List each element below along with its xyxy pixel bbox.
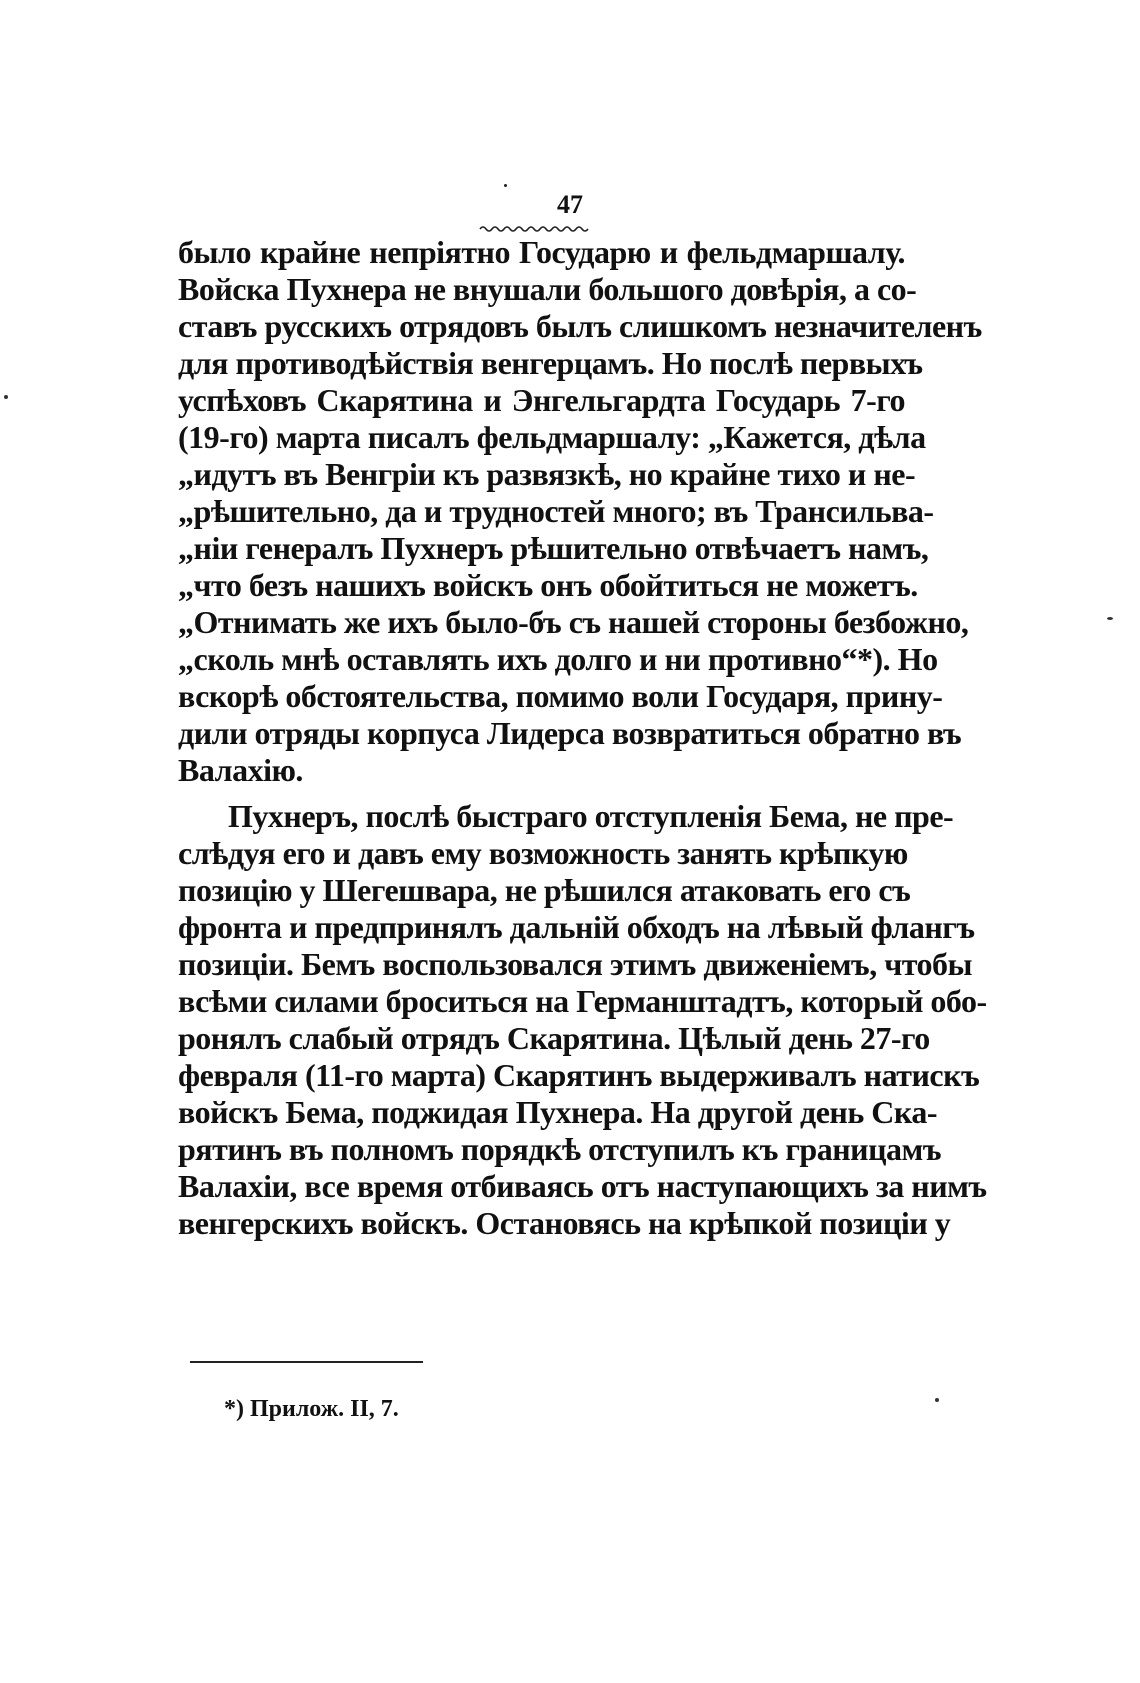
text-line: было крайне непріятно Государю и фельдмаршалу.	[178, 234, 905, 270]
text-line: позицію у Шегешвара, не рѣшился атаковать его съ	[178, 872, 911, 908]
ink-speck	[4, 395, 8, 399]
text-line: Валахію.	[178, 752, 303, 788]
text-line: для противодѣйствія венгерцамъ. Но послѣ первыхъ	[178, 345, 923, 381]
text-line: позиціи. Бемъ воспользовался этимъ движеніемъ, чтобы	[178, 946, 973, 982]
page-number: 47	[557, 190, 583, 219]
text-line: войскъ Бема, поджидая Пухнера. На другой день Ска-	[178, 1094, 937, 1130]
text-line: ставъ русскихъ отрядовъ былъ слишкомъ незначителенъ	[178, 308, 982, 344]
text-line: „рѣшительно, да и трудностей много; въ Трансильва-	[178, 493, 934, 529]
text-line: всѣми силами броситься на Германштадтъ, который обо-	[178, 983, 987, 1019]
ink-speck	[1107, 617, 1113, 620]
text-line: успѣховъ Скарятина и Энгельгардта Государь 7-го	[178, 382, 905, 418]
text-line: дили отряды корпуса Лидерса возвратиться обратно въ	[178, 715, 962, 751]
text-line: ронялъ слабый отрядъ Скарятина. Цѣлый день 27-го	[178, 1020, 930, 1056]
text-line: „ніи генералъ Пухнеръ рѣшительно отвѣчаетъ намъ,	[178, 530, 929, 566]
text-line: фронта и предпринялъ дальній обходъ на лѣвый флангъ	[178, 909, 975, 945]
text-line: Войска Пухнера не внушали большого довѣрія, а со-	[178, 271, 917, 307]
ink-speck	[935, 1398, 939, 1402]
text-line: „идутъ въ Венгріи къ развязкѣ, но крайне тихо и не-	[178, 456, 916, 492]
text-line: вскорѣ обстоятельства, помимо воли Государя, прину-	[178, 678, 943, 714]
text-line: Валахіи, все время отбиваясь отъ наступающихъ за нимъ	[178, 1168, 987, 1204]
text-line: слѣдуя его и давъ ему возможность занять крѣпкую	[178, 835, 908, 871]
text-line: Пухнеръ, послѣ быстраго отступленія Бема, не пре-	[228, 798, 954, 834]
text-line: рятинъ въ полномъ порядкѣ отступилъ къ границамъ	[178, 1131, 941, 1167]
text-line: „сколь мнѣ оставлять ихъ долго и ни противно“*). Но	[178, 641, 938, 677]
text-line: „Отнимать же ихъ было-бъ съ нашей стороны безбожно,	[178, 604, 969, 640]
text-line: венгерскихъ войскъ. Остановясь на крѣпкой позиціи у	[178, 1205, 951, 1241]
footnote-divider	[190, 1361, 423, 1363]
ink-speck	[504, 184, 507, 187]
footnote: *) Прилож. II, 7.	[224, 1396, 399, 1422]
text-line: „что безъ нашихъ войскъ онъ обойтиться не можетъ.	[178, 567, 918, 603]
text-line: (19-го) марта писалъ фельдмаршалу: „Кажется, дѣла	[178, 419, 926, 455]
text-line: февраля (11-го марта) Скарятинъ выдерживалъ натискъ	[178, 1057, 980, 1093]
